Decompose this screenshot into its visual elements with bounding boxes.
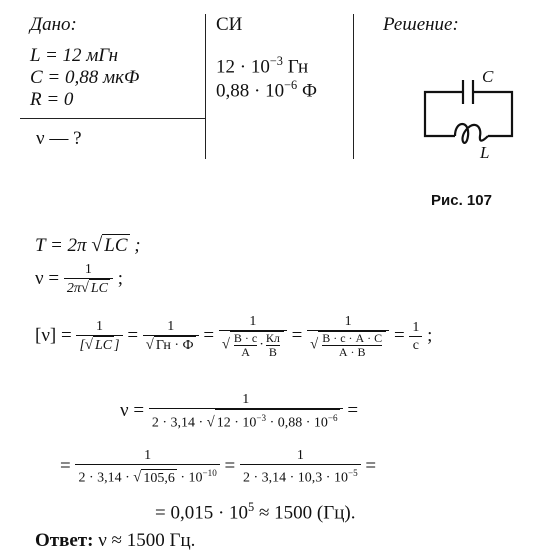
- si-inductance: $12 \cdot 10^{-3}$ Гн: [216, 54, 309, 78]
- fraction: 1 √ В · с А · Кл В: [219, 314, 287, 359]
- si-capacitance: $0,88 \cdot 10^{-6}$ Ф: [216, 78, 317, 102]
- fraction: $\frac{1}{2 \cdot 3,14 \cdot √ 105,6 \cdot 10^{-10}}$: [75, 448, 219, 487]
- given-header: Дано:: [30, 14, 77, 35]
- fraction: $\frac{1}{√ Гн \cdot Ф}$: [143, 319, 199, 354]
- given-divider-line: [20, 118, 205, 119]
- fraction: $\frac{1}{2 \cdot 3,14 \cdot 10,3 \cdot 10^{-5}}$: [240, 448, 361, 487]
- fraction: $\frac{1}{с}$: [409, 320, 422, 354]
- inductor-coil: [455, 124, 488, 143]
- figure-caption: Рис. 107: [431, 192, 492, 209]
- units-formula: [ν] = $\frac{1}{[√ LC ]}$ = $\frac{1}{√ Гн \cdot Ф}$ = 1 √ В · с А · Кл В = 1 √ В · с · А · С А · В = $\frac{1}{с}$ ;: [35, 314, 433, 359]
- frequency-result: = $0,015 \cdot 10^5 \approx 1500$ (Гц).: [155, 500, 356, 524]
- solution-header: Решение:: [383, 14, 459, 35]
- frequency-substitution: ν = $\frac{1}{2 \cdot 3,14 \cdot √ 12 \cdot 10^{-3} \cdot 0,88 \cdot 10^{-6}}$ =: [120, 392, 359, 431]
- si-header: СИ: [216, 14, 243, 35]
- fraction: $\frac{1}{2 \cdot 3,14 \cdot √ 12 \cdot 10^{-3} \cdot 0,88 \cdot 10^{-6}}$: [149, 392, 343, 432]
- fraction: $\frac{1}{2\pi√ LC}$: [64, 262, 113, 297]
- fraction: $\frac{1}{[√ LC ]}$: [76, 319, 122, 354]
- frequency-calculation: = $\frac{1}{2 \cdot 3,14 \cdot √ 105,6 \cdot 10^{-10}}$ = $\frac{1}{2 \cdot 3,14 \cdot 10,3 \cdot 10^{-5}}$ =: [60, 448, 377, 486]
- frequency-formula: ν = $\frac{1}{2\pi√ LC}$ ;: [35, 262, 124, 296]
- table-column-line-1: [205, 14, 206, 159]
- given-find: ν — ?: [36, 128, 82, 149]
- capacitor-label: C: [482, 67, 494, 86]
- given-inductance: L = 12 мГн: [30, 45, 119, 66]
- answer-line: Ответ: ν ≈ 1500 Гц.: [35, 530, 196, 551]
- given-capacitance: C = 0,88 мкФ: [30, 67, 140, 88]
- period-formula: T = 2π √ LC ;: [35, 234, 141, 256]
- inductor-label: L: [480, 143, 490, 160]
- lc-circuit-diagram: [410, 60, 530, 160]
- circuit-wire-left: [425, 92, 463, 136]
- given-resistance: R = 0: [30, 89, 74, 110]
- table-column-line-2: [353, 14, 354, 159]
- fraction: 1 √ В · с · А · С А · В: [307, 314, 389, 359]
